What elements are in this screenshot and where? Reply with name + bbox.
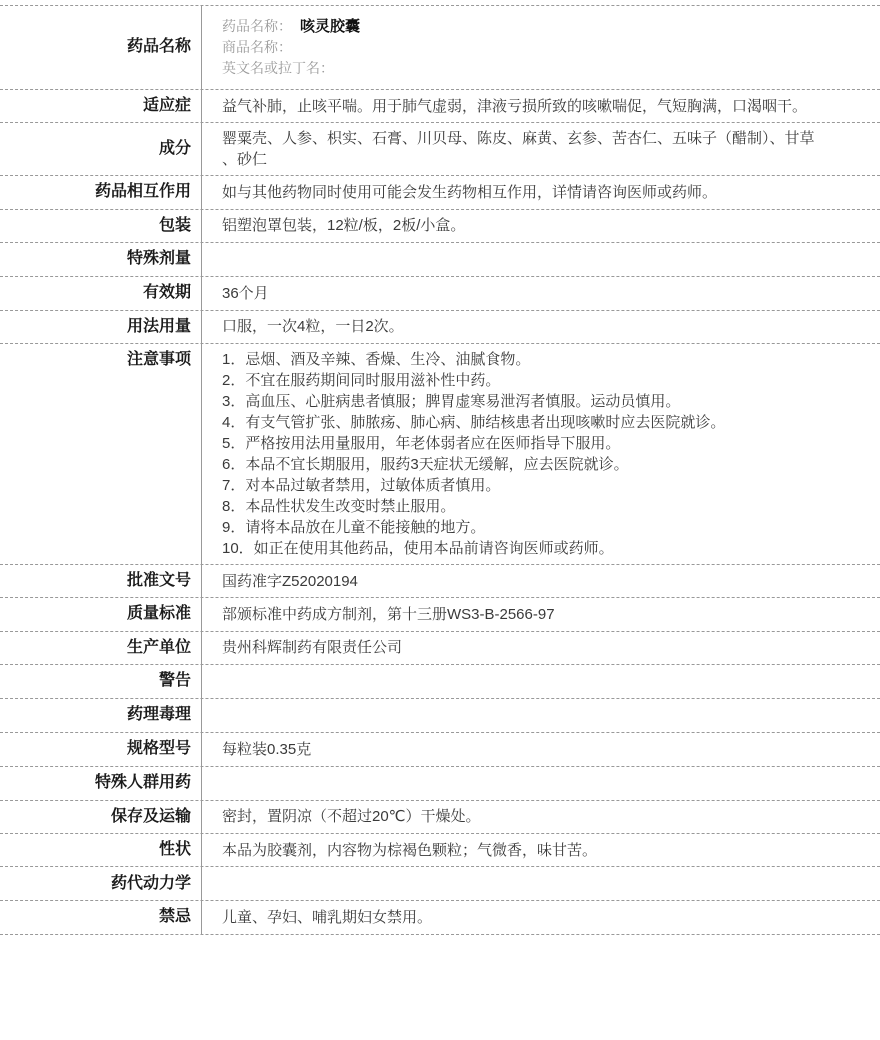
table-row xyxy=(0,901,880,934)
row-label: 适应症 xyxy=(0,90,202,122)
table-row xyxy=(0,277,880,310)
content-line: 8．本品性状发生改变时禁止服用。 xyxy=(222,497,456,515)
table-row xyxy=(0,665,880,699)
table-row xyxy=(0,243,880,277)
table-row xyxy=(0,176,880,209)
name-field-line xyxy=(222,37,866,58)
table-row xyxy=(0,767,880,801)
content-line: 5．严格按用法用量服用，年老体弱者应在医师指导下服用。 xyxy=(222,434,621,452)
row-content xyxy=(202,598,880,630)
content-line: 1．忌烟、酒及辛辣、香燥、生冷、油腻食物。 xyxy=(222,350,531,368)
row-content xyxy=(202,767,880,800)
content-line: 2．不宜在服药期间同时服用滋补性中药。 xyxy=(222,371,501,389)
row-content xyxy=(202,699,880,732)
content-line: 儿童、孕妇、哺乳期妇女禁用。 xyxy=(222,908,433,926)
row-content xyxy=(202,277,880,309)
content-line: 10．如正在使用其他药品，使用本品前请咨询医师或药师。 xyxy=(222,539,614,557)
row-content xyxy=(202,311,880,343)
row-content xyxy=(202,901,880,933)
field-key: 商品名称： xyxy=(222,39,292,55)
row-content xyxy=(202,344,880,564)
content-line: 如与其他药物同时使用可能会发生药物相互作用，详情请咨询医师或药师。 xyxy=(222,184,718,202)
row-content xyxy=(202,565,880,597)
table-row xyxy=(0,90,880,123)
row-content xyxy=(202,210,880,242)
drug-name-row xyxy=(0,6,880,90)
row-label: 包装 xyxy=(0,210,202,242)
row-content xyxy=(202,665,880,698)
row-label: 保存及运输 xyxy=(0,801,202,833)
row-label: 性状 xyxy=(0,834,202,866)
content-line: 每粒装0.35克 xyxy=(222,740,312,758)
row-label: 警告 xyxy=(0,665,202,698)
table-row xyxy=(0,565,880,598)
row-content xyxy=(202,834,880,866)
content-line: 本品为胶囊剂，内容物为棕褐色颗粒；气微香，味甘苦。 xyxy=(222,841,598,859)
row-label: 用法用量 xyxy=(0,311,202,343)
table-row xyxy=(0,210,880,243)
row-label: 药理毒理 xyxy=(0,699,202,732)
field-key: 药品名称： xyxy=(222,18,292,34)
table-row xyxy=(0,123,880,176)
content-line: 3．高血压、心脏病患者慎服；脾胃虚寒易泄泻者慎服。运动员慎用。 xyxy=(222,392,681,410)
row-content xyxy=(202,801,880,833)
row-label: 药代动力学 xyxy=(0,867,202,900)
row-content xyxy=(202,176,880,208)
row-label: 注意事项 xyxy=(0,344,202,564)
table-row xyxy=(0,801,880,834)
table-row xyxy=(0,733,880,766)
row-label: 质量标准 xyxy=(0,598,202,630)
content-line: 、砂仁 xyxy=(222,151,268,169)
row-label: 药品名称 xyxy=(0,6,202,89)
row-label: 成分 xyxy=(0,123,202,175)
content-line: 部颁标准中药成方制剂，第十三册WS3-B-2566-97 xyxy=(222,606,555,624)
content-line: 6．本品不宜长期服用，服药3天症状无缓解，应去医院就诊。 xyxy=(222,455,629,473)
row-label: 规格型号 xyxy=(0,733,202,765)
content-line: 口服，一次4粒，一日2次。 xyxy=(222,318,404,336)
row-label: 禁忌 xyxy=(0,901,202,933)
row-content xyxy=(202,90,880,122)
row-content xyxy=(202,867,880,900)
table-row xyxy=(0,598,880,631)
content-line: 铝塑泡罩包装，12粒/板，2板/小盒。 xyxy=(222,217,466,235)
content-line: 9．请将本品放在儿童不能接触的地方。 xyxy=(222,518,486,536)
name-field-line xyxy=(222,16,866,37)
name-field-line xyxy=(222,58,866,79)
row-label: 特殊剂量 xyxy=(0,243,202,276)
content-line: 密封，置阴凉（不超过20℃）干燥处。 xyxy=(222,808,481,826)
table-row xyxy=(0,867,880,901)
row-label: 药品相互作用 xyxy=(0,176,202,208)
content-line: 7．对本品过敏者禁用，过敏体质者慎用。 xyxy=(222,476,501,494)
row-content xyxy=(202,243,880,276)
content-line: 4．有支气管扩张、肺脓疡、肺心病、肺结核患者出现咳嗽时应去医院就诊。 xyxy=(222,413,726,431)
field-key: 英文名或拉丁名： xyxy=(222,60,334,76)
row-content xyxy=(202,123,880,175)
drug-info-table xyxy=(0,5,880,935)
row-content xyxy=(202,6,880,89)
row-label: 生产单位 xyxy=(0,632,202,664)
table-row xyxy=(0,311,880,344)
content-line: 贵州科辉制药有限责任公司 xyxy=(222,639,403,657)
table-row xyxy=(0,632,880,665)
row-label: 有效期 xyxy=(0,277,202,309)
drug-name-value: 咳灵胶囊 xyxy=(300,18,361,35)
row-label: 批准文号 xyxy=(0,565,202,597)
content-line: 益气补肺，止咳平喘。用于肺气虚弱，津液亏损所致的咳嗽喘促，气短胸满，口渴咽干。 xyxy=(222,97,808,115)
row-content xyxy=(202,733,880,765)
row-label: 特殊人群用药 xyxy=(0,767,202,800)
table-row xyxy=(0,834,880,867)
content-line: 国药准字Z52020194 xyxy=(222,572,358,590)
row-content xyxy=(202,632,880,664)
content-line: 罂粟壳、人参、枳实、石膏、川贝母、陈皮、麻黄、玄参、苦杏仁、五味子（醋制）、甘草 xyxy=(222,130,815,148)
table-row xyxy=(0,344,880,565)
table-row xyxy=(0,699,880,733)
content-line: 36个月 xyxy=(222,284,269,302)
